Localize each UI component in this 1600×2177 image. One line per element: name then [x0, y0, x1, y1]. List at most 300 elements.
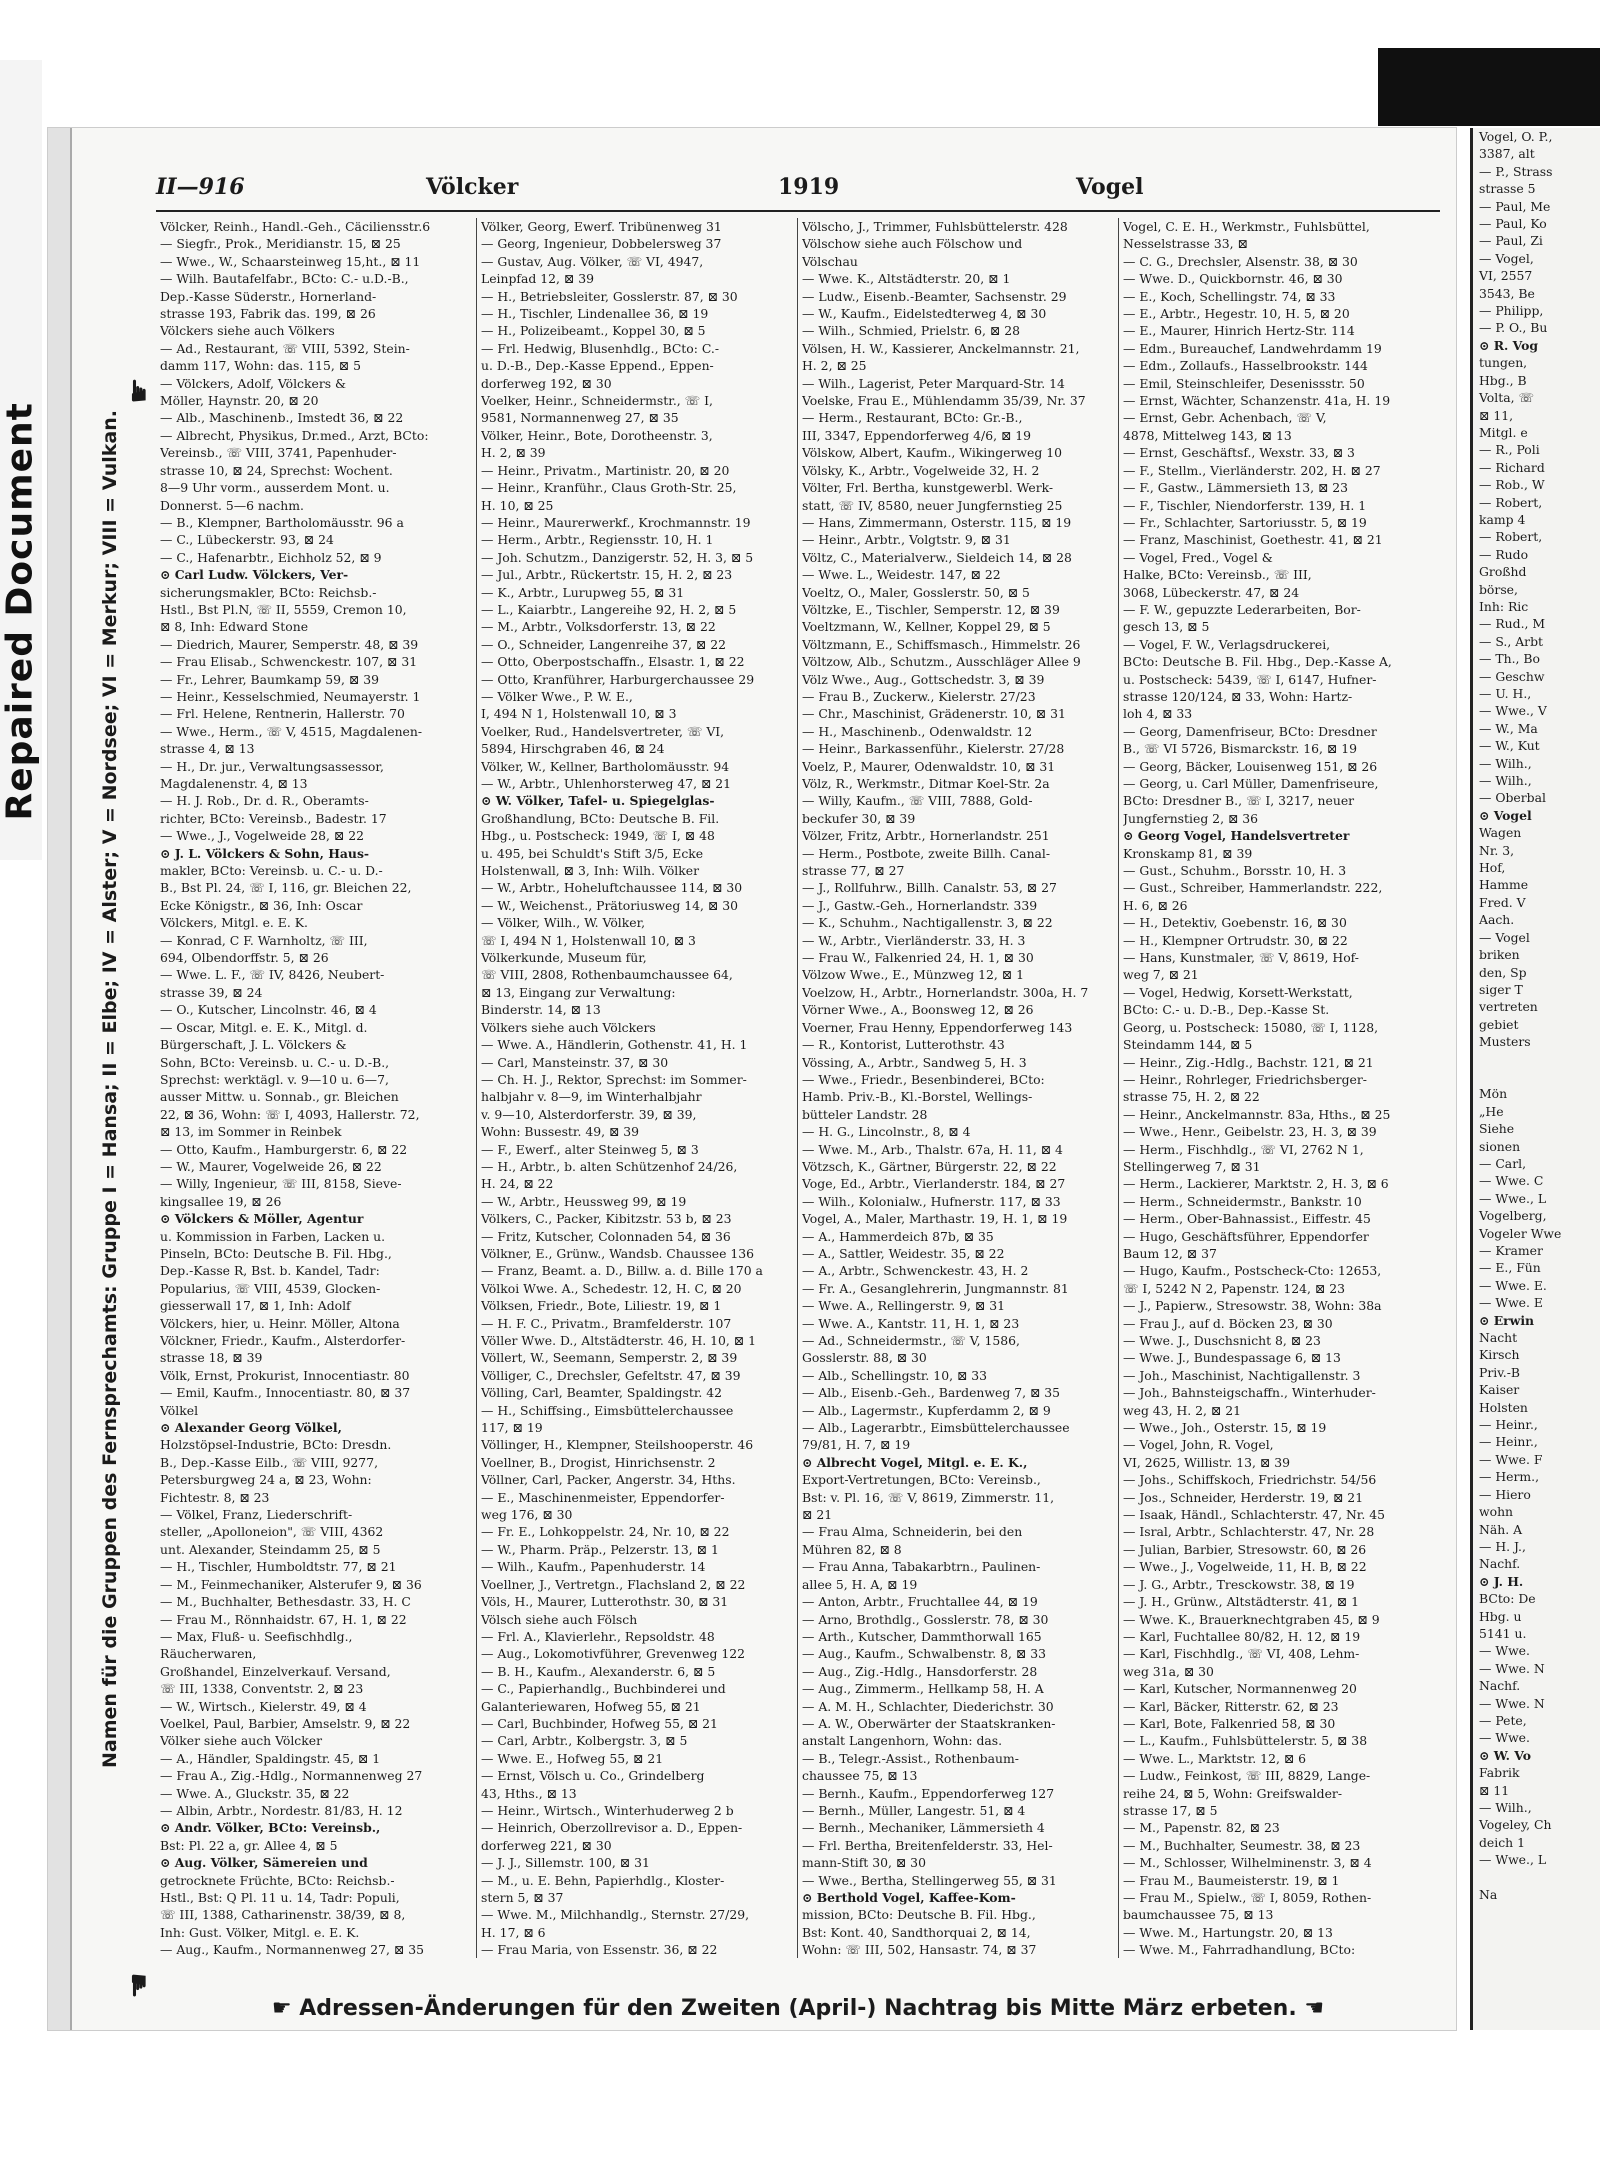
directory-entry: — Frau J., auf d. Böcken 23, ⊠ 30 [1123, 1315, 1333, 1331]
directory-entry: steller, „Apolloneion", ☏ VIII, 4362 [160, 1524, 384, 1540]
directory-entry: — Oscar, Mitgl. e. E. K., Mitgl. d. [160, 1019, 368, 1035]
directory-entry: — Wwe. L., Marktstr. 12, ⊠ 6 [1123, 1750, 1307, 1766]
directory-entry: — Isaak, Händl., Schlachterstr. 47, Nr. 45 [1123, 1507, 1386, 1523]
directory-entry: — Siegfr., Prok., Meridianstr. 15, ⊠ 25 [160, 236, 401, 252]
directory-entry: — H., Arbtr., b. alten Schützenhof 24/26, [481, 1158, 738, 1174]
directory-entry: Vereinsb., ☏ VIII, 3741, Papenhuder- [160, 445, 397, 461]
directory-entry: Völsky, K., Arbtr., Vogelweide 32, H. 2 [802, 462, 1040, 478]
next-page-line: — Carl, [1479, 1155, 1527, 1171]
directory-entry: Völkner, E., Grünw., Wandsb. Chaussee 136 [481, 1245, 755, 1261]
directory-entry: — Heinr., Zig.-Hdlg., Bachstr. 121, ⊠ 21 [1123, 1054, 1374, 1070]
header-last-name: Vogel [1076, 174, 1144, 200]
next-page-line: — P. O., Bu [1479, 320, 1548, 336]
next-page-line: siger T [1479, 981, 1523, 997]
directory-entry: H. 6, ⊠ 26 [1123, 897, 1188, 913]
directory-entry: — Ernst, Wächter, Schanzenstr. 41a, H. 19 [1123, 393, 1391, 409]
header-first-name: Völcker [426, 174, 519, 200]
next-page-line: ⊙ R. Vog [1479, 337, 1539, 353]
directory-entry: Völker, Heinr., Bote, Dorotheenstr. 3, [481, 427, 713, 443]
directory-entry: Halke, BCto: Vereinsb., ☏ III, [1123, 567, 1312, 583]
directory-entry: — Vogel, F. W., Verlagsdruckerei, [1123, 636, 1331, 652]
directory-entry: Donnerst. 5—6 nachm. [160, 497, 304, 513]
directory-entry: B., Dep.-Kasse Eilb., ☏ VIII, 9277, [160, 1454, 379, 1470]
next-page-line: — Wilh., [1479, 755, 1532, 771]
directory-entry: — Alb., Schellingstr. 10, ⊠ 33 [802, 1367, 988, 1383]
directory-entry: Export-Vertretungen, BCto: Vereinsb., [802, 1472, 1041, 1488]
directory-entry: Voelkel, Paul, Barbier, Amselstr. 9, ⊠ 22 [160, 1715, 411, 1731]
directory-entry: — H., Dr. jur., Verwaltungsassessor, [160, 758, 384, 774]
next-page-line: — Wilh., [1479, 773, 1532, 789]
directory-entry: — Wwe., Friedr., Besenbinderei, BCto: [802, 1071, 1045, 1087]
directory-entry: Baum 12, ⊠ 37 [1123, 1245, 1217, 1261]
next-page-line: ⊠ 11, [1479, 407, 1514, 423]
directory-entry: — Carl, Buchbinder, Hofweg 55, ⊠ 21 [481, 1715, 718, 1731]
directory-entry: damm 117, Wohn: das. 115, ⊠ 5 [160, 358, 361, 374]
exchange-groups-sidebar [80, 218, 146, 1998]
next-page-line: — Hiero [1479, 1486, 1531, 1502]
directory-entry: Großhandel, Einzelverkauf. Versand, [160, 1663, 391, 1679]
directory-entry: B., ☏ VI 5726, Bismarckstr. 16, ⊠ 19 [1123, 741, 1357, 757]
repaired-label: Repaired Document [0, 402, 41, 821]
directory-entry: Hbg., u. Postscheck: 1949, ☏ I, ⊠ 48 [481, 828, 715, 844]
directory-entry: Hamb. Priv.-B., Kl.-Borstel, Wellings- [802, 1089, 1033, 1105]
directory-entry: — W., Maurer, Vogelweide 26, ⊠ 22 [160, 1158, 382, 1174]
directory-entry: ☏ III, 1338, Conventstr. 2, ⊠ 23 [160, 1681, 364, 1697]
directory-entry: 22, ⊠ 36, Wohn: ☏ I, 4093, Hallerstr. 72, [160, 1106, 420, 1122]
directory-entry: — Wwe. D., Quickbornstr. 46, ⊠ 30 [1123, 271, 1343, 287]
directory-entry: — Albin, Arbtr., Nordestr. 81/83, H. 12 [160, 1802, 403, 1818]
directory-entry: Fichtestr. 8, ⊠ 23 [160, 1489, 270, 1505]
next-page-line: — R., Poli [1479, 442, 1540, 458]
directory-entry: Voelz, P., Maurer, Odenwaldstr. 10, ⊠ 31 [802, 758, 1056, 774]
next-page-line: — H. J., [1479, 1538, 1526, 1554]
directory-entry: B., Bst Pl. 24, ☏ I, 116, gr. Bleichen 22, [160, 880, 412, 896]
directory-entry: Völzer, Fritz, Arbtr., Hornerlandstr. 251 [802, 828, 1050, 844]
directory-entry: Völs, H., Maurer, Lutterothstr. 30, ⊠ 31 [481, 1594, 729, 1610]
next-page-line: deich 1 [1479, 1834, 1525, 1850]
directory-entry: chaussee 75, ⊠ 13 [802, 1768, 918, 1784]
column-3 [798, 218, 1119, 1958]
directory-entry: ⊠ 21 [802, 1507, 833, 1523]
next-page-line: „He [1479, 1103, 1504, 1119]
directory-entry: 4878, Mittelweg 143, ⊠ 13 [1123, 427, 1292, 443]
directory-entry: — Wwe. A., Händlerin, Gothenstr. 41, H. 1 [481, 1037, 748, 1053]
next-page-line: 3387, alt [1479, 146, 1535, 162]
directory-entry: — Fr., Lehrer, Baumkamp 59, ⊠ 39 [160, 671, 380, 687]
directory-entry: richter, BCto: Vereinsb., Badestr. 17 [160, 810, 387, 826]
directory-entry: — Heinr., Rohrleger, Friedrichsberger- [1123, 1071, 1367, 1087]
directory-entry: ⊙ Carl Ludw. Völckers, Ver- [160, 567, 349, 583]
next-page-line: — Geschw [1479, 668, 1545, 684]
directory-entry: Völkoi Wwe. A., Schedestr. 12, H. C, ⊠ 20 [481, 1280, 742, 1296]
directory-entry: 5894, Hirschgraben 46, ⊠ 24 [481, 741, 665, 757]
directory-entry: — Hugo, Kaufm., Postscheck-Cto: 12653, [1123, 1263, 1382, 1279]
next-page-line: — Wwe., V [1479, 703, 1547, 719]
directory-entry: — W., Weichenst., Prätoriusweg 14, ⊠ 30 [481, 897, 738, 913]
next-page-line: Nachf. [1479, 1678, 1521, 1694]
directory-entry: anstalt Langenhorn, Wohn: das. [802, 1733, 1003, 1749]
next-page-line: — P., Strass [1479, 163, 1553, 179]
directory-entry: — Ernst, Völsch u. Co., Grindelberg [481, 1768, 705, 1784]
directory-entry: Mühren 82, ⊠ 8 [802, 1541, 902, 1557]
directory-entry: Kronskamp 81, ⊠ 39 [1123, 845, 1253, 861]
directory-entry: Inh: Gust. Völker, Mitgl. e. E. K. [160, 1924, 360, 1940]
next-page-line: Siehe [1479, 1121, 1515, 1137]
directory-entry: Völckers siehe auch Völkers [160, 323, 335, 339]
directory-entry: — Wilh., Kolonialw., Hufnerstr. 117, ⊠ 33 [802, 1193, 1061, 1209]
next-page-line: — E., Fün [1479, 1260, 1541, 1276]
directory-entry: Völtz, C., Materialverw., Sieldeich 14, ⊠ 28 [802, 549, 1072, 565]
next-page-line: Vogel, O. P., [1479, 129, 1553, 144]
directory-entry: — Chr., Maschinist, Grädenerstr. 10, ⊠ 31 [802, 706, 1066, 722]
directory-entry: Völschau [802, 253, 858, 269]
next-page-line: — Robert, [1479, 494, 1543, 510]
directory-entry: — W., Arbtr., Uhlenhorsterweg 47, ⊠ 21 [481, 776, 732, 791]
directory-entry: — Arth., Kutscher, Dammthorwall 165 [802, 1628, 1042, 1644]
directory-entry: — Frau Alma, Schneiderin, bei den [802, 1524, 1023, 1540]
directory-entry: — Heinr., Wirtsch., Winterhuderweg 2 b [481, 1802, 734, 1818]
directory-entry: loh 4, ⊠ 33 [1123, 706, 1193, 722]
directory-entry: — E., Arbtr., Hegestr. 10, H. 5, ⊠ 20 [1123, 306, 1350, 322]
directory-entry: — H., Polizeibeamt., Koppel 30, ⊠ 5 [481, 323, 706, 339]
directory-entry: — Vogel, Fred., Vogel & [1123, 549, 1273, 565]
directory-entry: stern 5, ⊠ 37 [481, 1890, 564, 1905]
next-page-line: — W., Kut [1479, 738, 1540, 754]
next-page-line: — Herm., [1479, 1469, 1540, 1485]
directory-entry: — J., Rollfuhrw., Billh. Canalstr. 53, ⊠ 27 [802, 880, 1057, 896]
directory-entry: Wohn: ☏ III, 502, Hansastr. 74, ⊠ 37 [802, 1942, 1037, 1958]
directory-entry: Hstl., Bst: Q Pl. 11 u. 14, Tadr: Populi, [160, 1890, 400, 1905]
directory-entry: — Edm., Bureauchef, Landwehrdamm 19 [1123, 340, 1382, 356]
directory-entry: — Wilh., Kaufm., Papenhuderstr. 14 [481, 1559, 706, 1575]
next-page-line: briken [1479, 947, 1520, 963]
next-page-line: — Oberbal [1479, 790, 1546, 806]
directory-entry: Völlner, Carl, Packer, Angerstr. 34, Hths. [481, 1472, 736, 1488]
directory-entry: Voeltz, O., Maler, Gosslerstr. 50, ⊠ 5 [802, 584, 1030, 600]
directory-entry: — W., Arbtr., Vierländerstr. 33, H. 3 [802, 932, 1026, 948]
directory-entry: — Bernh., Müller, Langestr. 51, ⊠ 4 [802, 1802, 1026, 1818]
directory-entry: — Georg, u. Carl Müller, Damenfriseure, [1123, 776, 1379, 791]
directory-entry: giesserwall 17, ⊠ 1, Inh: Adolf [160, 1298, 351, 1314]
directory-entry: — Arno, Brothdlg., Gosslerstr. 78, ⊠ 30 [802, 1611, 1049, 1627]
directory-entry: — Joh., Maschinist, Nachtigallenstr. 3 [1123, 1367, 1361, 1383]
directory-entry: — Diedrich, Maurer, Semperstr. 48, ⊠ 39 [160, 636, 419, 652]
directory-entry: Dep.-Kasse Süderstr., Hornerland- [160, 288, 377, 304]
directory-entry: strasse 193, Fabrik das. 199, ⊠ 26 [160, 306, 376, 322]
directory-entry: Völsen, H. W., Kassierer, Anckelmannstr. 21, [802, 340, 1080, 356]
directory-entry: dorferweg 192, ⊠ 30 [481, 375, 612, 391]
next-page-line: Wagen [1479, 825, 1522, 841]
directory-entry: ⊙ Georg Vogel, Handelsvertreter [1123, 828, 1350, 844]
pointing-hand-icon: ☚ [121, 1972, 157, 1999]
directory-entry: — Vogel, John, R. Vogel, [1123, 1437, 1274, 1453]
directory-entry: — A., Arbtr., Schwenckestr. 43, H. 2 [802, 1263, 1029, 1279]
directory-entry: — Albrecht, Physikus, Dr.med., Arzt, BCto: [160, 427, 429, 443]
directory-entry: — Aug., Zig.-Hdlg., Hansdorferstr. 28 [802, 1663, 1038, 1679]
next-page-line: — W., Ma [1479, 720, 1538, 736]
directory-entry: — Georg, Bäcker, Louisenweg 151, ⊠ 26 [1123, 758, 1378, 774]
next-page-line: — Heinr., [1479, 1434, 1538, 1450]
directory-entry: — Alb., Eisenb.-Geh., Bardenweg 7, ⊠ 35 [802, 1385, 1061, 1401]
directory-entry: Voelske, Frau E., Mühlendamm 35/39, Nr. 37 [802, 393, 1086, 409]
directory-entry: strasse 17, ⊠ 5 [1123, 1802, 1218, 1818]
directory-entry: — Konrad, C F. Warnholtz, ☏ III, [160, 932, 368, 948]
directory-entry: — Heinr., Kranführ., Claus Groth-Str. 25, [481, 480, 737, 496]
directory-entry: — J., Papierw., Stresowstr. 38, Wohn: 38a [1123, 1298, 1382, 1314]
directory-entry: Völz, R., Werkmstr., Ditmar Koel-Str. 2a [802, 776, 1050, 791]
directory-entry: ⊙ Berthold Vogel, Kaffee-Kom- [802, 1890, 1016, 1905]
directory-entry: — H., Klempner Ortrudstr. 30, ⊠ 22 [1123, 932, 1348, 948]
directory-entry: — L., Kaufm., Fuhlsbüttelerstr. 5, ⊠ 38 [1123, 1733, 1368, 1749]
directory-entry: Völtzke, E., Tischler, Semperstr. 12, ⊠ 39 [802, 601, 1060, 617]
directory-entry: 3068, Lübeckerstr. 47, ⊠ 24 [1123, 584, 1300, 600]
directory-entry: u. 495, bei Schuldt's Stift 3/5, Ecke [481, 845, 704, 861]
next-page-line: Mön [1479, 1086, 1508, 1102]
directory-entry: strasse 75, H. 2, ⊠ 22 [1123, 1089, 1260, 1105]
next-page-line: Priv.-B [1479, 1364, 1520, 1380]
next-page-line: den, Sp [1479, 964, 1527, 980]
directory-entry: BCto: Dresdner B., ☏ I, 3217, neuer [1123, 793, 1355, 809]
directory-entry: ⊙ W. Völker, Tafel- u. Spiegelglas- [481, 793, 715, 809]
directory-entry: — Emil, Kaufm., Innocentiastr. 80, ⊠ 37 [160, 1385, 411, 1401]
directory-entry: — Willy, Kaufm., ☏ VIII, 7888, Gold- [802, 793, 1033, 809]
right-hand-icon: ☚ [1296, 1996, 1325, 2021]
directory-entry: — Fr., Schlachter, Sartoriusstr. 5, ⊠ 19 [1123, 514, 1367, 530]
directory-entry: — Wwe. M., Fahrradhandlung, BCto: [1123, 1942, 1356, 1958]
directory-entry: ☏ VIII, 2808, Rothenbaumchaussee 64, [481, 967, 733, 983]
directory-entry: — Aug., Zimmerm., Hellkamp 58, H. A [802, 1681, 1044, 1697]
directory-entry: Voge, Ed., Arbtr., Vierlanderstr. 184, ⊠ 27 [802, 1176, 1066, 1192]
directory-entry: Leinpfad 12, ⊠ 39 [481, 271, 595, 287]
directory-entry: — Ludw., Feinkost, ☏ III, 8829, Lange- [1123, 1768, 1371, 1784]
directory-entry: — A. M. H., Schlachter, Diederichstr. 30 [802, 1698, 1054, 1714]
directory-entry: H. 10, ⊠ 25 [481, 497, 554, 513]
directory-entry: ⊠ 13, im Sommer in Reinbek [160, 1124, 342, 1140]
next-page-line: Holsten [1479, 1399, 1528, 1415]
directory-entry: — H., Maschinenb., Odenwaldstr. 12 [802, 723, 1033, 739]
directory-entry: — W., Arbtr., Hoheluftchaussee 114, ⊠ 30 [481, 880, 743, 896]
next-page-line: — Wwe., L [1479, 1852, 1547, 1868]
directory-entry: Völlinger, H., Klempner, Steilshooperstr. 46 [481, 1437, 754, 1453]
directory-entry: — Wwe., Henr., Geibelstr. 23, H. 3, ⊠ 39 [1123, 1124, 1377, 1140]
next-page-line: Hbg. u [1479, 1608, 1522, 1624]
directory-entry: reihe 24, ⊠ 5, Wohn: Greifswalder- [1123, 1785, 1343, 1801]
directory-entry: — Wilh. Bautafelfabr., BCto: C.- u.D.-B., [160, 271, 409, 287]
directory-entry: strasse 39, ⊠ 24 [160, 984, 263, 1000]
directory-entry: — Karl, Bote, Falkenried 58, ⊠ 30 [1123, 1715, 1336, 1731]
next-page-line: — Richard [1479, 459, 1545, 475]
next-page-line: Näh. A [1479, 1521, 1523, 1537]
directory-entry: — Frl. Hedwig, Blusenhdlg., BCto: C.- [481, 340, 720, 356]
directory-entry: — M., Arbtr., Volksdorferstr. 13, ⊠ 22 [481, 619, 716, 635]
directory-entry: Völkers, C., Packer, Kibitzstr. 53 b, ⊠ 23 [481, 1211, 732, 1227]
directory-entry: strasse 4, ⊠ 13 [160, 741, 255, 757]
directory-entry: — Karl, Bäcker, Ritterstr. 62, ⊠ 23 [1123, 1698, 1339, 1714]
directory-entry: Völz Wwe., Aug., Gottschedstr. 3, ⊠ 39 [802, 671, 1045, 687]
directory-entry: u. D.-B., Dep.-Kasse Eppend., Eppen- [481, 358, 714, 374]
next-page-line: — Paul, Me [1479, 198, 1551, 214]
next-page-line: — Pete, [1479, 1712, 1527, 1728]
directory-entry: Völker siehe auch Völcker [160, 1733, 323, 1749]
directory-entry: — H., Tischler, Humboldtstr. 77, ⊠ 21 [160, 1559, 397, 1575]
directory-entry: — Ludw., Eisenb.-Beamter, Sachsenstr. 29 [802, 288, 1067, 304]
directory-entry: H. 24, ⊠ 22 [481, 1176, 554, 1192]
directory-entry: — Carl, Mansteinstr. 37, ⊠ 30 [481, 1054, 669, 1070]
directory-entry: Völtzmann, E., Schiffsmasch., Himmelstr. 26 [802, 636, 1081, 652]
directory-entry: beckufer 30, ⊠ 39 [802, 810, 916, 826]
directory-entry: — Jul., Arbtr., Rückertstr. 15, H. 2, ⊠ 23 [481, 567, 733, 583]
directory-entry: Völker, W., Kellner, Bartholomäusstr. 94 [481, 758, 730, 774]
directory-entry: — C. G., Drechsler, Alsenstr. 38, ⊠ 30 [1123, 253, 1358, 269]
next-page-line: Inh: Ric [1479, 598, 1529, 614]
next-page-line: — Wwe. E [1479, 1295, 1543, 1311]
directory-entry: 79/81, H. 7, ⊠ 19 [802, 1437, 911, 1453]
directory-entry: — Wwe. K., Altstädterstr. 20, ⊠ 1 [802, 271, 1011, 287]
directory-entry: — M., Papenstr. 82, ⊠ 23 [1123, 1820, 1280, 1836]
directory-entry: — Völckers, Adolf, Völckers & [160, 375, 347, 391]
directory-entry: Holstenwall, ⊠ 3, Inh: Wilh. Völker [481, 863, 700, 879]
directory-entry: — Franz, Beamt. a. D., Billw. a. d. Bille 170 a [481, 1263, 763, 1279]
directory-entry: Holzstöpsel-Industrie, BCto: Dresdn. [160, 1437, 392, 1453]
directory-entry: — Frau W., Falkenried 24, H. 1, ⊠ 30 [802, 950, 1034, 966]
directory-entry: — Alb., Lagerarbtr., Eimsbüttelerchaussee [802, 1420, 1070, 1436]
next-page-line: ⊙ Erwin [1479, 1312, 1535, 1328]
directory-entry: — F., Tischler, Niendorferstr. 139, H. 1 [1123, 497, 1367, 513]
next-page-line: — Wwe. [1479, 1643, 1530, 1659]
next-page-line: Nr. 3, [1479, 842, 1515, 858]
next-page-line: Hof, [1479, 860, 1506, 876]
column-4 [1119, 218, 1440, 1958]
directory-entry: — Wwe. A., Gluckstr. 35, ⊠ 22 [160, 1785, 350, 1801]
directory-entry: Bst: Pl. 22 a, gr. Allee 4, ⊠ 5 [160, 1837, 338, 1853]
directory-entry: VI, 2625, Willistr. 13, ⊠ 39 [1123, 1454, 1291, 1470]
pointing-hand-icon: ☛ [121, 377, 157, 404]
directory-entry: Bürgerschaft, J. L. Völckers & [160, 1037, 347, 1053]
directory-entry: Sprechst: werktägl. v. 9—10 u. 6—7, [160, 1071, 389, 1087]
next-page-line: — Philipp, [1479, 303, 1544, 319]
directory-entry: kingsallee 19, ⊠ 26 [160, 1193, 282, 1209]
directory-entry: Großhandlung, BCto: Deutsche B. Fil. [481, 810, 720, 826]
directory-entry: Völscho, J., Trimmer, Fuhlsbüttelerstr. 428 [802, 219, 1068, 234]
directory-entry: — Jos., Schneider, Herderstr. 19, ⊠ 21 [1123, 1489, 1364, 1505]
directory-entry: Völkel [160, 1402, 199, 1418]
next-page-line: — Paul, Zi [1479, 233, 1543, 249]
directory-entry: u. Postscheck: 5439, ☏ I, 6147, Hufner- [1123, 671, 1377, 687]
directory-entry: — C., Lübeckerstr. 93, ⊠ 24 [160, 532, 334, 548]
directory-entry: — A. W., Oberwärter der Staatskranken- [802, 1715, 1056, 1731]
directory-entry: Voeltzmann, W., Kellner, Koppel 29, ⊠ 5 [802, 619, 1051, 635]
directory-entry: Petersburgweg 24 a, ⊠ 23, Wohn: [160, 1472, 372, 1488]
directory-entry: Voelker, Heinr., Schneidermstr., ☏ I, [481, 393, 713, 409]
next-page-line: — Wwe. N [1479, 1695, 1545, 1711]
directory-entry: 43, Hths., ⊠ 13 [481, 1785, 577, 1801]
directory-entry: — Franz, Maschinist, Goethestr. 41, ⊠ 21 [1123, 532, 1383, 548]
next-page-line [1473, 1869, 1600, 1886]
directory-entry: Möller, Haynstr. 20, ⊠ 20 [160, 393, 319, 409]
directory-entry: — Heinr., Maurerwerkf., Krochmannstr. 19 [481, 514, 751, 530]
directory-entry: dorferweg 221, ⊠ 30 [481, 1837, 612, 1853]
directory-entry: — Wwe., Bertha, Stellingerweg 55, ⊠ 31 [802, 1872, 1057, 1888]
directory-entry: — Ad., Schneidermstr., ☏ V, 1586, [802, 1333, 1020, 1348]
next-page-line: tungen, [1479, 355, 1528, 371]
directory-entry: — Isral, Arbtr., Schlachterstr. 47, Nr. 28 [1123, 1524, 1375, 1540]
directory-entry: — Willy, Ingenieur, ☏ III, 8158, Sieve- [160, 1176, 402, 1192]
directory-entry: weg 176, ⊠ 30 [481, 1507, 573, 1523]
directory-entry: — Frl. Bertha, Breitenfelderstr. 33, Hel- [802, 1837, 1053, 1853]
directory-entry: — Frau Anna, Tabakarbtrn., Paulinen- [802, 1559, 1041, 1575]
next-page-line: sionen [1479, 1138, 1521, 1154]
directory-entry: — Ad., Restaurant, ☏ VIII, 5392, Stein- [160, 340, 410, 356]
directory-entry: Hstl., Bst Pl.N, ☏ II, 5559, Cremon 10, [160, 601, 407, 617]
directory-entry: — Wwe. A., Kantstr. 11, H. 1, ⊠ 23 [802, 1315, 1020, 1331]
header-rule [156, 210, 1440, 212]
directory-entry: — E., Maurer, Hinrich Hertz-Str. 114 [1123, 323, 1355, 339]
directory-entry: — Wilh., Schmied, Prielstr. 6, ⊠ 28 [802, 323, 1020, 339]
next-page-line: kamp 4 [1479, 511, 1526, 527]
directory-entry: — Wilh., Lagerist, Peter Marquard-Str. 14 [802, 375, 1065, 391]
footer-notice [156, 1996, 1440, 2021]
directory-entry: ausser Mittw. u. Sonnab., gr. Bleichen [160, 1089, 399, 1105]
directory-entry: — M., u. E. Behn, Papierhdlg., Kloster- [481, 1872, 725, 1888]
directory-entry: Völskow, Albert, Kaufm., Wikingerweg 10 [802, 445, 1062, 461]
directory-entry: v. 9—10, Alsterdorferstr. 39, ⊠ 39, [481, 1106, 697, 1122]
directory-entry: — Wwe., Joh., Osterstr. 15, ⊠ 19 [1123, 1420, 1327, 1436]
directory-entry: — L., Kaiarbtr., Langereihe 92, H. 2, ⊠ 5 [481, 601, 737, 617]
directory-entry: — Emil, Steinschleifer, Desenissstr. 50 [1123, 375, 1365, 391]
directory-entry: — Fritz, Kutscher, Colonnaden 54, ⊠ 36 [481, 1228, 731, 1244]
next-page-line: — U. H., [1479, 686, 1532, 701]
directory-entry: — Alb., Maschinenb., Imstedt 36, ⊠ 22 [160, 410, 404, 426]
directory-entry: BCto: Deutsche B. Fil. Hbg., Dep.-Kasse A, [1123, 654, 1392, 670]
directory-entry: — Edm., Zollaufs., Hasselbrookstr. 144 [1123, 358, 1368, 374]
directory-entry: — Wwe., J., Vogelweide 28, ⊠ 22 [160, 828, 364, 844]
directory-entry: — M., Buchhalter, Seumestr. 38, ⊠ 23 [1123, 1837, 1361, 1853]
directory-entry: — H., Tischler, Lindenallee 36, ⊠ 19 [481, 306, 709, 322]
directory-entry: Magdalenenstr. 4, ⊠ 13 [160, 776, 308, 791]
directory-entry: — Aug., Lokomotivführer, Grevenweg 122 [481, 1646, 745, 1662]
directory-entry: — Heinr., Privatm., Martinistr. 20, ⊠ 20 [481, 462, 730, 478]
directory-entry: makler, BCto: Vereinsb. u. C.- u. D.- [160, 863, 383, 879]
directory-entry: Vörner Wwe., A., Boonsweg 12, ⊠ 26 [802, 1002, 1034, 1018]
directory-entry: — C., Hafenarbtr., Eichholz 52, ⊠ 9 [160, 549, 382, 565]
footer-text: Adressen-Änderungen für den Zweiten (April-) Nachtrag bis Mitte März erbeten. [299, 1996, 1297, 2021]
directory-entry: halbjahr v. 8—9, im Winterhalbjahr [481, 1089, 702, 1105]
next-page-line: Kirsch [1479, 1347, 1520, 1363]
next-page-line: Hamme [1479, 877, 1529, 893]
directory-entry: — F., Ewerf., alter Steinweg 5, ⊠ 3 [481, 1141, 699, 1157]
directory-entry: — Wwe. K., Brauerknechtgraben 45, ⊠ 9 [1123, 1611, 1380, 1627]
directory-entry: — A., Sattler, Weidestr. 35, ⊠ 22 [802, 1245, 1005, 1261]
directory-entry: H. 2, ⊠ 39 [481, 445, 546, 461]
directory-entry: — B., Klempner, Bartholomäusstr. 96 a [160, 514, 404, 530]
directory-entry: ⊠ 8, Inh: Edward Stone [160, 619, 309, 635]
directory-entry: H. 17, ⊠ 6 [481, 1924, 546, 1940]
directory-entry: Vössing, A., Arbtr., Sandweg 5, H. 3 [802, 1054, 1027, 1070]
next-page-line: — S., Arbt [1479, 633, 1543, 649]
directory-entry: — Gustav, Aug. Völker, ☏ VI, 4947, [481, 253, 704, 269]
directory-entry: — Wwe. M., Arb., Thalstr. 67a, H. 11, ⊠ 4 [802, 1141, 1063, 1157]
directory-entry: Wohn: Bussestr. 49, ⊠ 39 [481, 1124, 640, 1140]
directory-entry: — M., Buchhalter, Bethesdastr. 33, H. C [160, 1594, 411, 1610]
directory-entry: Völliger, C., Drechsler, Gefeltstr. 47, ⊠ 39 [481, 1367, 741, 1383]
directory-entry: — E., Maschinenmeister, Eppendorfer- [481, 1489, 725, 1505]
directory-entry: Voellner, B., Drogist, Hinrichsenstr. 2 [481, 1454, 716, 1470]
next-page-line: ⊙ J. H. [1479, 1573, 1524, 1589]
directory-entry: — Alb., Lagermstr., Kupferdamm 2, ⊠ 9 [802, 1402, 1051, 1418]
next-page-line: Vogelberg, [1479, 1208, 1547, 1224]
directory-entry: weg 31a, ⊠ 30 [1123, 1663, 1214, 1679]
next-page-line: 5141 u. [1479, 1625, 1527, 1641]
